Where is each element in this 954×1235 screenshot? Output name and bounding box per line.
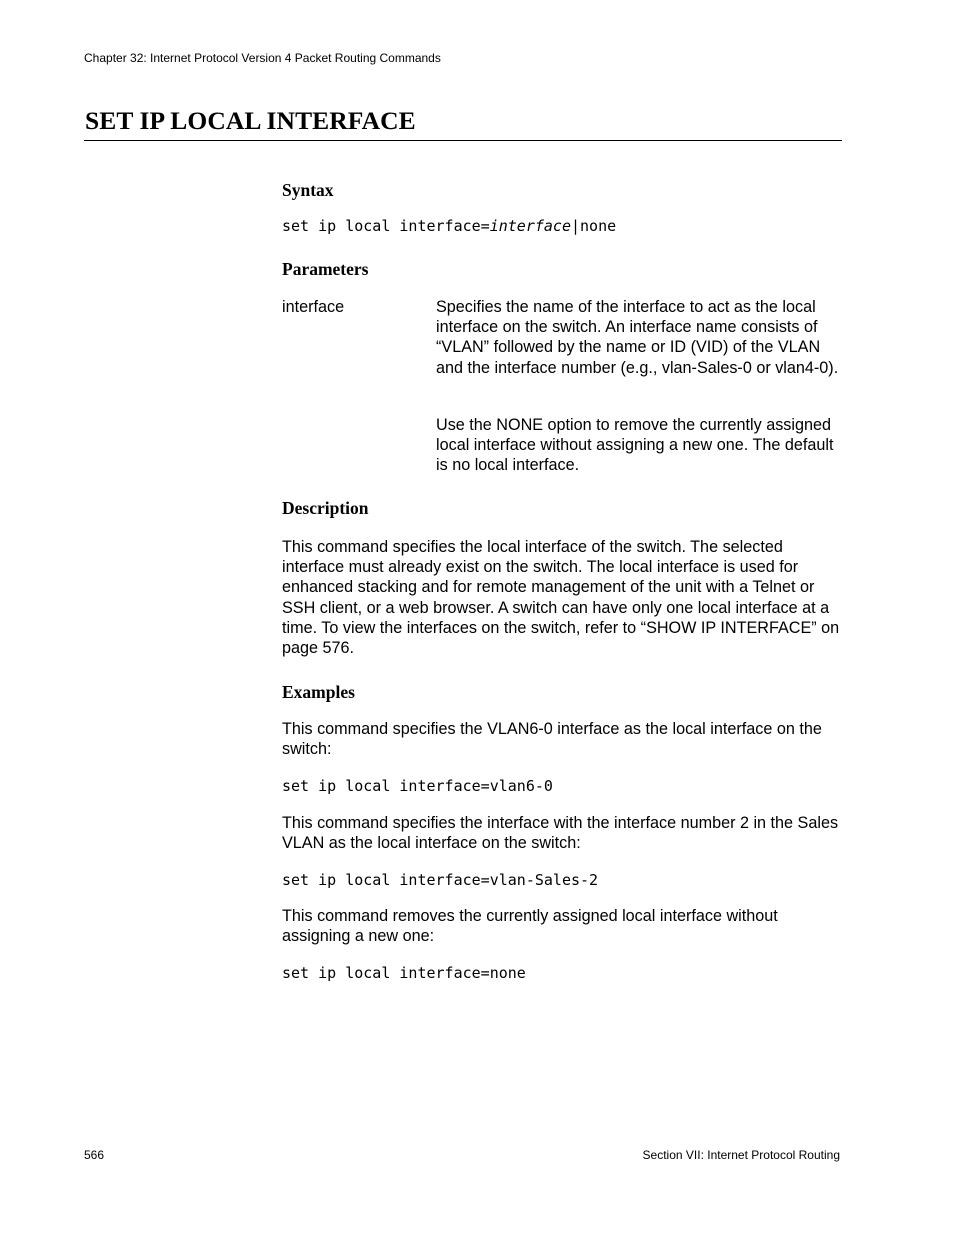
example-text-3: This command removes the currently assigned local interface without assigning a new one: (282, 907, 778, 946)
example-code-2: set ip local interface=vlan-Sales-2 (282, 871, 599, 889)
syntax-command (282, 217, 616, 235)
running-header: Chapter 32: Internet Protocol Version 4 Packet Routing Commands (84, 51, 441, 65)
description-heading: Description (282, 498, 369, 518)
example-code-1: set ip local interface=vlan6-0 (282, 777, 553, 795)
section-footer: Section VII: Internet Protocol Routing (642, 1148, 840, 1162)
parameter-name: interface (282, 298, 345, 316)
syntax-cmd-prefix: set ip local interface= (282, 217, 490, 235)
description-text: This command specifies the local interface of the switch. The selected interface must already exist on the switch. The local interface is used for enhanced stacking and for remote management of the unit with a Telnet or SSH client, or a web browser. A switch can have only one local interface at a time. To view the interfaces on the switch, refer to “SHOW IP INTERFACE” on page 576. (282, 538, 840, 658)
syntax-heading: Syntax (282, 180, 334, 200)
examples-heading: Examples (282, 682, 355, 702)
title-rule (84, 140, 842, 141)
syntax-cmd-suffix: |none (571, 217, 617, 235)
parameter-description-note: Use the NONE option to remove the currently assigned local interface without assigning a new one. The default is no local interface. (436, 416, 834, 475)
example-text-2: This command specifies the interface with the interface number 2 in the Sales VLAN as the local interface on the switch: (282, 814, 839, 853)
page-title: SET IP LOCAL INTERFACE (85, 106, 416, 135)
page-number: 566 (84, 1148, 105, 1162)
syntax-cmd-param: interface (489, 217, 571, 235)
example-text-1: This command specifies the VLAN6-0 interface as the local interface on the switch: (282, 720, 822, 759)
example-code-3: set ip local interface=none (282, 964, 526, 982)
parameters-heading: Parameters (282, 259, 369, 279)
parameter-description: Specifies the name of the interface to act as the local interface on the switch. An interface name consists of “VLAN” followed by the name or ID (VID) of the VLAN and the interface number (e.g., vlan-Sales-0 or vlan4-0). (436, 298, 839, 377)
